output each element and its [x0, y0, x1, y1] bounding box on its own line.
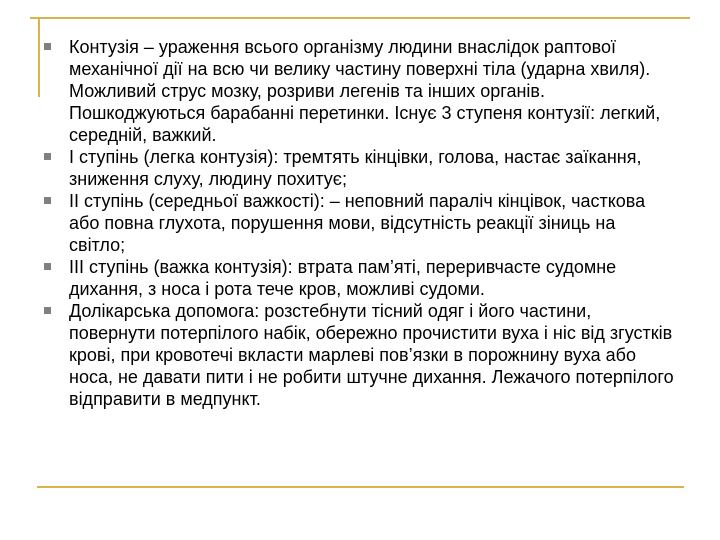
bullet-list	[44, 36, 674, 410]
bullet-text: Контузія – ураження всього організму людини внаслідок раптової механічної дії на всю чи велику частину поверхні тіла (ударна хвиля). Можливий струс мозку, розриви легенів та інших органів. Пошкоджуються барабанні перетинки. Існує 3 ступеня контузії: легкий, середній, важкий.	[69, 37, 661, 145]
bullet-text: ІІ ступінь (середньої важкості): – неповний параліч кінцівок, часткова або повна глухота, порушення мови, відсутність реакції зіниць на світло;	[69, 191, 646, 255]
left-divider	[38, 17, 40, 97]
square-bullet-icon	[44, 197, 51, 204]
bottom-divider	[37, 486, 684, 488]
square-bullet-icon	[44, 153, 51, 160]
bullet-item	[44, 190, 674, 256]
top-divider	[30, 17, 690, 19]
bullet-item	[44, 300, 674, 410]
bullet-text: І ступінь (легка контузія): тремтять кінцівки, голова, настає заїкання, зниження слуху, людину похитує;	[69, 147, 642, 189]
bullet-text: ІІІ ступінь (важка контузія): втрата пам’яті, переривчасте судомне дихання, з носа і рота тече кров, можливі судоми.	[69, 257, 617, 299]
square-bullet-icon	[44, 263, 51, 270]
square-bullet-icon	[44, 43, 51, 50]
square-bullet-icon	[44, 307, 51, 314]
bullet-item	[44, 256, 674, 300]
bullet-item	[44, 36, 674, 146]
bullet-text: Долікарська допомога: розстебнути тісний одяг і його частини, повернути потерпілого набік, обережно прочистити вуха і ніс від згустків крові, при кровотечі вкласти марлеві пов’язки в порожнину вуха або носа, не давати пити і не робити штучне дихання. Лежачого потерпілого відправити в медпункт.	[69, 301, 674, 409]
bullet-item	[44, 146, 674, 190]
